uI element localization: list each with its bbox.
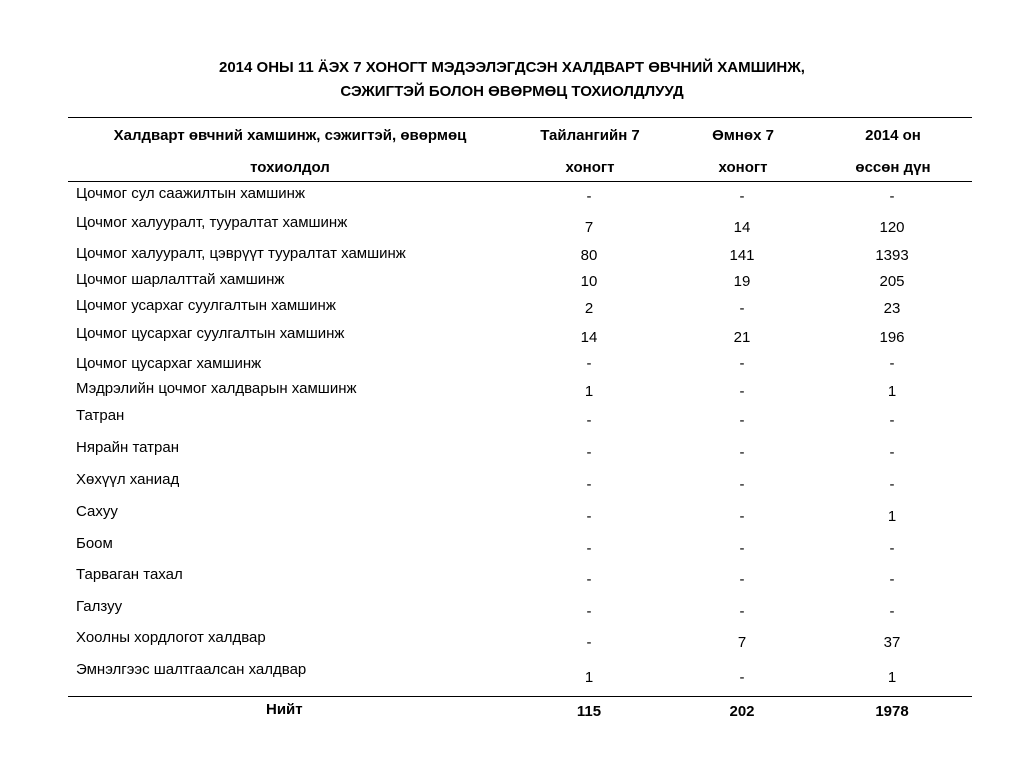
row-label: Татран xyxy=(76,407,125,424)
total-previous-week: 202 xyxy=(729,703,755,720)
row-value-report-week: - xyxy=(586,540,592,557)
title-line-1: 2014 ОНЫ 11 ÄЭХ 7 ХОНОГТ МЭДЭЭЛЭГДСЭН ХАЛДВАРТ ӨВЧНИЙ ХАМШИНЖ, xyxy=(219,59,805,76)
row-label: Цочмог шарлалттай хамшинж xyxy=(76,271,285,288)
header-col-previous-week-line1: Өмнөх 7 xyxy=(712,127,774,144)
row-value-previous-week: - xyxy=(739,300,745,317)
row-value-report-week: 10 xyxy=(580,273,598,290)
title-line-2: СЭЖИГТЭЙ БОЛОН ӨВӨРМӨЦ ТОХИОЛДЛУУД xyxy=(340,83,684,100)
table-top-rule xyxy=(68,117,972,118)
header-col-report-week-line2: хоногт xyxy=(565,159,615,176)
header-col-report-week-line1: Тайлангийн 7 xyxy=(540,127,640,144)
row-value-cumulative: - xyxy=(889,188,895,205)
header-col-syndrome xyxy=(70,120,510,184)
total-cumulative: 1978 xyxy=(875,703,909,720)
row-label: Тарваган тахал xyxy=(76,566,183,583)
row-value-previous-week: 19 xyxy=(733,273,751,290)
row-value-cumulative: - xyxy=(889,412,895,429)
header-col-syndrome-line1: Халдварт өвчний хамшинж, сэжигтэй, өвөрмөц xyxy=(113,127,467,144)
row-label: Боом xyxy=(76,535,113,552)
row-value-report-week: 1 xyxy=(584,669,594,686)
row-value-cumulative: 1 xyxy=(887,383,897,400)
row-value-previous-week: - xyxy=(739,383,745,400)
row-value-cumulative: 196 xyxy=(879,329,905,346)
row-value-previous-week: 141 xyxy=(729,247,755,264)
table-header-rule xyxy=(68,181,972,182)
row-value-report-week: - xyxy=(586,603,592,620)
row-value-previous-week: - xyxy=(739,188,745,205)
row-label: Нярайн татран xyxy=(76,439,180,456)
row-value-previous-week: - xyxy=(739,476,745,493)
row-label: Цочмог халууралт, тууралтат хамшинж xyxy=(76,214,348,231)
row-value-cumulative: 23 xyxy=(883,300,901,317)
row-value-cumulative: - xyxy=(889,476,895,493)
row-value-report-week: - xyxy=(586,444,592,461)
row-value-previous-week: - xyxy=(739,571,745,588)
row-label: Галзуу xyxy=(76,598,123,615)
row-value-previous-week: 14 xyxy=(733,219,751,236)
row-value-report-week: 7 xyxy=(584,219,594,236)
row-value-previous-week: - xyxy=(739,412,745,429)
row-label: Цочмог усархаг суулгалтын хамшинж xyxy=(76,297,336,314)
row-value-report-week: - xyxy=(586,508,592,525)
row-label: Хөхүүл ханиад xyxy=(76,471,180,488)
row-value-cumulative: 37 xyxy=(883,634,901,651)
row-value-previous-week: 7 xyxy=(737,634,747,651)
row-value-report-week: 2 xyxy=(584,300,594,317)
row-value-previous-week: - xyxy=(739,508,745,525)
header-col-syndrome-line2: тохиолдол xyxy=(250,159,330,176)
row-value-report-week: 1 xyxy=(584,383,594,400)
row-label: Мэдрэлийн цочмог халдварын хамшинж xyxy=(76,380,357,397)
row-value-previous-week: - xyxy=(739,355,745,372)
row-value-report-week: - xyxy=(586,412,592,429)
header-col-report-week xyxy=(525,120,655,184)
header-col-previous-week-line2: хоногт xyxy=(718,159,768,176)
row-value-cumulative: - xyxy=(889,571,895,588)
table-total-rule xyxy=(68,696,972,697)
row-label: Эмнэлгээс шалтгаалсан халдвар xyxy=(76,661,307,678)
total-report-week: 115 xyxy=(576,703,602,720)
page-title xyxy=(0,56,1024,104)
row-value-cumulative: - xyxy=(889,540,895,557)
row-label: Цочмог цусархаг хамшинж xyxy=(76,355,262,372)
row-value-previous-week: - xyxy=(739,603,745,620)
total-label: Нийт xyxy=(266,701,303,718)
row-value-cumulative: 205 xyxy=(879,273,905,290)
header-col-previous-week xyxy=(678,120,808,184)
row-value-previous-week: - xyxy=(739,444,745,461)
row-label: Хоолны хордлогот халдвар xyxy=(76,629,266,646)
row-value-cumulative: 1 xyxy=(887,669,897,686)
row-value-report-week: - xyxy=(586,355,592,372)
header-col-cumulative-line1: 2014 он xyxy=(865,127,921,144)
row-value-report-week: - xyxy=(586,571,592,588)
row-label: Цочмог халууралт, цэврүүт тууралтат хамшинж xyxy=(76,245,406,262)
row-value-report-week: 14 xyxy=(580,329,598,346)
row-value-report-week: - xyxy=(586,634,592,651)
row-value-cumulative: - xyxy=(889,603,895,620)
row-value-cumulative: - xyxy=(889,355,895,372)
row-label: Сахуу xyxy=(76,503,118,520)
row-value-cumulative: - xyxy=(889,444,895,461)
row-label: Цочмог цусархаг суулгалтын хамшинж xyxy=(76,325,345,342)
row-value-previous-week: 21 xyxy=(733,329,751,346)
row-value-report-week: - xyxy=(586,188,592,205)
row-value-previous-week: - xyxy=(739,669,745,686)
row-label: Цочмог сул саажилтын хамшинж xyxy=(76,185,305,202)
row-value-report-week: - xyxy=(586,476,592,493)
row-value-cumulative: 120 xyxy=(879,219,905,236)
header-col-cumulative-line2: өссөн дүн xyxy=(855,159,931,176)
row-value-cumulative: 1 xyxy=(887,508,897,525)
header-col-cumulative xyxy=(828,120,958,184)
row-value-report-week: 80 xyxy=(580,247,598,264)
row-value-previous-week: - xyxy=(739,540,745,557)
row-value-cumulative: 1393 xyxy=(875,247,909,264)
